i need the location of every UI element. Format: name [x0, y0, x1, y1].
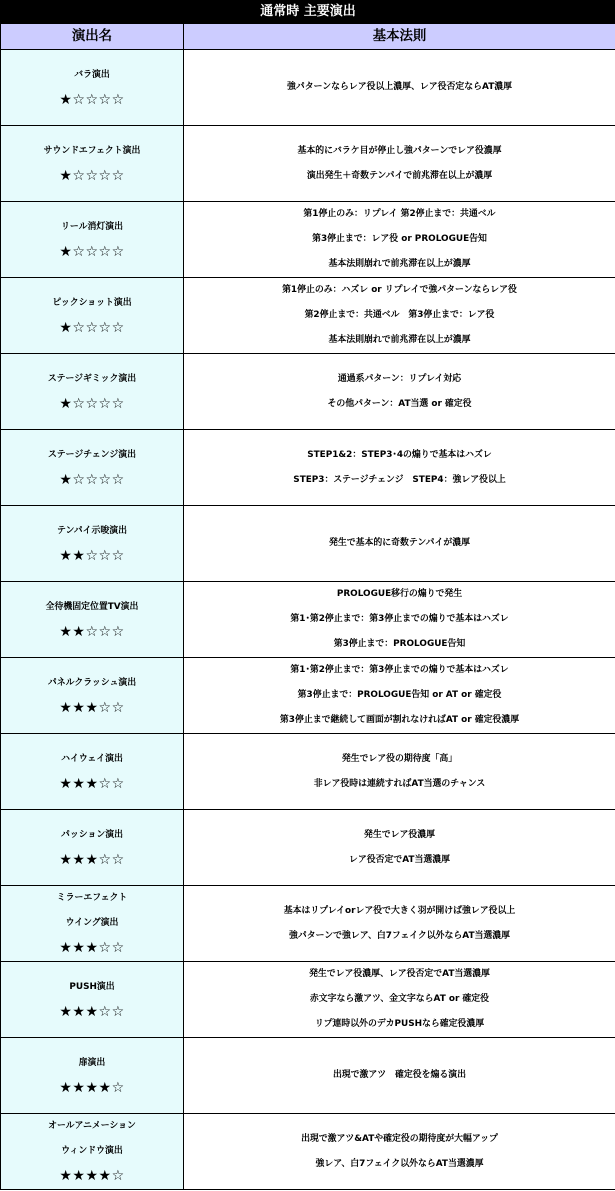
effect-name-cell — [1, 126, 184, 202]
star-rating: ★☆☆☆☆ — [59, 167, 125, 184]
star-rating: ★★★☆☆ — [59, 699, 125, 716]
effect-name-cell — [1, 354, 184, 430]
header-name: 演出名 — [1, 24, 184, 50]
star-rating: ★☆☆☆☆ — [59, 395, 125, 412]
effect-name: リール消灯演出 — [61, 221, 123, 232]
effect-name: ステージチェンジ演出 — [48, 449, 136, 460]
rule-line: リプ連時以外のデカPUSHなら確定役濃厚 — [314, 1019, 485, 1029]
effect-name-cell — [1, 658, 184, 734]
effect-name-cell — [1, 962, 184, 1038]
effect-name: パネルクラッシュ演出 — [47, 677, 137, 688]
rule-line: 基本法則崩れで前兆滞在以上が濃厚 — [328, 259, 471, 269]
effect-name-cell — [1, 50, 184, 126]
basic-rule-cell — [184, 430, 615, 506]
rule-line: 第1･第2停止まで：第3停止までの煽りで基本はハズレ — [290, 665, 509, 675]
star-rating: ★★★☆☆ — [59, 851, 125, 868]
basic-rule-cell — [184, 278, 615, 354]
table-row — [1, 202, 615, 278]
rule-line: 第1･第2停止まで：第3停止までの煽りで基本はハズレ — [290, 614, 509, 624]
table-row — [1, 658, 615, 734]
effect-name: バラ演出 — [74, 69, 110, 80]
table-row — [1, 278, 615, 354]
effect-name-cell — [1, 886, 184, 962]
effect-name: オールアニメーション — [48, 1121, 136, 1131]
effect-name-cell — [1, 582, 184, 658]
table-row — [1, 430, 615, 506]
rule-line: 第3停止まで：PROLOGUE告知 or AT or 確定役 — [297, 690, 502, 700]
effect-name: パッション演出 — [61, 829, 123, 840]
star-rating: ★☆☆☆☆ — [59, 319, 125, 336]
table-row — [1, 1114, 615, 1190]
rule-line: 第1停止のみ：リプレイ 第2停止まで：共通ベル — [303, 209, 496, 219]
rule-line: 基本はリプレイorレア役で大きく羽が開けば強レア役以上 — [283, 905, 516, 916]
rule-line: 基本法則崩れで前兆滞在以上が濃厚 — [328, 335, 471, 345]
effect-name: テンパイ示唆演出 — [57, 525, 127, 536]
effect-name: サウンドエフェクト演出 — [43, 145, 141, 156]
basic-rule-cell — [184, 202, 615, 278]
rule-line: 第2停止まで：共通ベル 第3停止まで：レア役 — [304, 310, 495, 320]
basic-rule-cell — [184, 354, 615, 430]
table-row — [1, 886, 615, 962]
star-rating: ★☆☆☆☆ — [59, 243, 125, 260]
basic-rule-cell — [184, 1114, 615, 1190]
rule-line: 第3停止まで：PROLOGUE告知 — [333, 639, 466, 649]
basic-rule-cell — [184, 582, 615, 658]
basic-rule-cell — [184, 126, 615, 202]
rule-line: 発生でレア役濃厚 — [364, 829, 435, 840]
basic-rule-cell — [184, 506, 615, 582]
table-row — [1, 810, 615, 886]
rule-line: 第3停止まで継続して画面が割れなければAT or 確定役濃厚 — [279, 715, 520, 725]
effect-name-cell — [1, 202, 184, 278]
effect-name-cell — [1, 1038, 184, 1114]
table-row — [1, 734, 615, 810]
rule-line: 第1停止のみ：ハズレ or リプレイで強パターンならレア役 — [282, 285, 517, 295]
rule-line: PROLOGUE移行の煽りで発生 — [336, 589, 463, 599]
effect-name: ウイング演出 — [65, 918, 119, 928]
star-rating: ★★★★☆ — [59, 1079, 125, 1096]
table-row — [1, 962, 615, 1038]
star-rating: ★★☆☆☆ — [59, 547, 125, 564]
star-rating: ★★★☆☆ — [59, 1003, 125, 1020]
effect-name: ミラーエフェクト — [56, 893, 128, 903]
basic-rule-cell — [184, 658, 615, 734]
effect-name: 扉演出 — [78, 1057, 106, 1068]
effect-name-cell — [1, 810, 184, 886]
star-rating: ★★★★☆ — [59, 1168, 125, 1184]
basic-rule-cell — [184, 50, 615, 126]
table-title: 通常時 主要演出 — [1, 1, 615, 24]
star-rating: ★★★☆☆ — [59, 940, 125, 956]
rule-line: 発生でレア役濃厚、レア役否定でAT当選濃厚 — [309, 969, 490, 979]
rule-line: STEP1&2：STEP3･4の煽りで基本はハズレ — [307, 449, 492, 460]
table-row — [1, 50, 615, 126]
basic-rule-cell — [184, 962, 615, 1038]
basic-rule-cell — [184, 886, 615, 962]
rule-line: 強レア、白7フェイク以外ならAT当選濃厚 — [315, 1158, 484, 1169]
star-rating: ★★★☆☆ — [59, 775, 125, 792]
rule-line: 基本的にバラケ目が停止し強パターンでレア役濃厚 — [297, 145, 502, 156]
rule-line: 強パターンで強レア、白7フェイク以外ならAT当選濃厚 — [288, 930, 511, 941]
table-row — [1, 506, 615, 582]
table-title-row — [1, 1, 615, 24]
table-row — [1, 1038, 615, 1114]
effect-name: 全待機固定位置TV演出 — [45, 601, 139, 612]
effect-name: ウィンドウ演出 — [61, 1146, 123, 1156]
effect-name-cell — [1, 1114, 184, 1190]
table-row — [1, 354, 615, 430]
table-row — [1, 126, 615, 202]
effect-name: PUSH演出 — [69, 981, 115, 992]
star-rating: ★☆☆☆☆ — [59, 91, 125, 108]
star-rating: ★★☆☆☆ — [59, 623, 125, 640]
effect-name-cell — [1, 734, 184, 810]
effect-name-cell — [1, 430, 184, 506]
rule-line: 出現で激アツ 確定役を煽る演出 — [332, 1070, 467, 1080]
effect-name-cell — [1, 506, 184, 582]
rule-line: STEP3：ステージチェンジ STEP4：強レア役以上 — [293, 474, 506, 485]
effect-name: ハイウェイ演出 — [61, 753, 123, 764]
rule-line: 出現で激アツ&ATや確定役の期待度が大幅アップ — [301, 1133, 498, 1144]
rule-line: 演出発生＋奇数テンパイで前兆滞在以上が濃厚 — [306, 170, 493, 181]
rule-line: 強パターンならレア役以上濃厚、レア役否定ならAT濃厚 — [286, 82, 513, 92]
rule-line: 通過系パターン：リプレイ対応 — [337, 373, 462, 384]
rule-line: その他パターン：AT当選 or 確定役 — [327, 398, 472, 409]
basic-rule-cell — [184, 810, 615, 886]
rule-line: 赤文字なら激アツ、金文字ならAT or 確定役 — [309, 994, 490, 1004]
star-rating: ★☆☆☆☆ — [59, 471, 125, 488]
rule-line: 発生でレア役の期待度「高」 — [341, 753, 458, 764]
basic-rule-cell — [184, 1038, 615, 1114]
table-header-row — [1, 24, 615, 50]
effect-name-cell — [1, 278, 184, 354]
table-row — [1, 582, 615, 658]
effect-name: ステージギミック演出 — [47, 373, 137, 384]
rule-line: 発生で基本的に奇数テンパイが濃厚 — [329, 538, 470, 548]
rule-line: レア役否定でAT当選濃厚 — [349, 854, 450, 865]
rule-line: 非レア役時は連続すればAT当選のチャンス — [313, 778, 486, 789]
basic-rule-cell — [184, 734, 615, 810]
rule-line: 第3停止まで：レア役 or PROLOGUE告知 — [312, 234, 487, 244]
effect-name: ピックショット演出 — [52, 297, 132, 308]
header-rule: 基本法則 — [184, 24, 615, 50]
